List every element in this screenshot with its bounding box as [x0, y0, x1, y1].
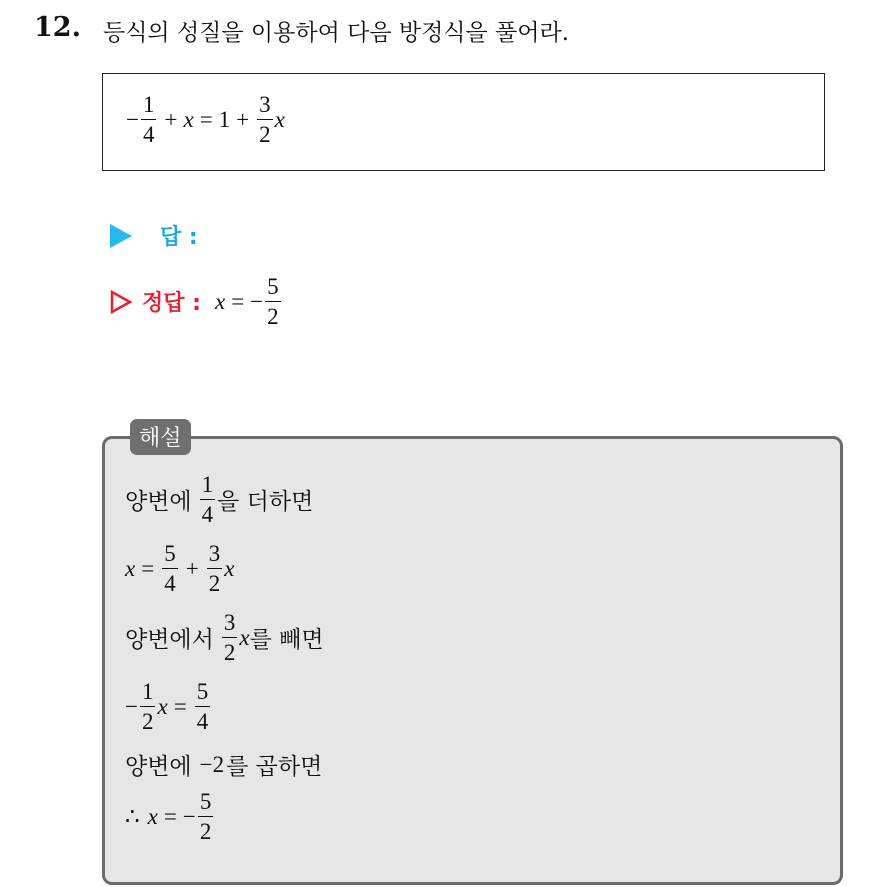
explanation-text: 양변에 [125, 754, 192, 780]
explanation-line-6 [125, 790, 215, 843]
fraction-three-halves [207, 542, 223, 595]
minus-sign: − [125, 693, 138, 719]
fraction-numerator: 3 [259, 92, 271, 117]
fraction-denominator: 4 [141, 119, 157, 146]
fraction-numerator: 1 [201, 472, 214, 497]
equals-sign: = [231, 288, 245, 314]
fraction-denominator: 2 [265, 301, 281, 328]
variable-x: x [214, 288, 226, 314]
fraction-numerator: 5 [267, 274, 279, 299]
explanation-tag: 해설 [130, 419, 191, 455]
fraction-three-halves [257, 93, 273, 146]
fraction-three-halves [222, 611, 238, 664]
equals-sign: = [163, 803, 177, 829]
explanation-text: 양변에서 [125, 627, 214, 653]
fraction-five-halves [265, 275, 281, 328]
fraction-numerator: 3 [208, 541, 221, 566]
explanation-line-2 [125, 542, 234, 595]
equals-sign: = [173, 693, 187, 719]
variable-x: x [125, 555, 136, 581]
variable-x: x [224, 555, 235, 581]
equation [126, 93, 285, 146]
fraction-denominator: 2 [222, 637, 238, 664]
question-text: 등식의 성질을 이용하여 다음 방정식을 풀어라. [103, 20, 570, 46]
fraction-one-quarter [200, 473, 216, 526]
fraction-five-quarters [195, 680, 211, 733]
variable-x: x [239, 624, 250, 650]
minus-sign: − [126, 106, 139, 132]
fraction-one-half [140, 680, 156, 733]
explanation-line-5 [125, 748, 322, 781]
explanation-text: 를 빼면 [249, 627, 324, 653]
fraction-numerator: 5 [196, 679, 209, 704]
fraction-denominator: 4 [200, 499, 216, 526]
constant-one: 1 [218, 106, 231, 132]
fraction-numerator: 5 [199, 789, 212, 814]
fraction-denominator: 2 [257, 119, 273, 146]
plus-sign: + [164, 106, 178, 132]
explanation-line-4 [125, 680, 212, 733]
variable-x: x [274, 106, 285, 132]
variable-x: x [157, 693, 168, 719]
variable-x: x [183, 106, 194, 132]
fraction-numerator: 5 [164, 541, 176, 566]
minus-sign: − [250, 288, 264, 314]
equals-sign: = [199, 106, 213, 132]
multiplier-value: −2 [199, 751, 225, 777]
explanation-text: 를 곱하면 [226, 754, 323, 780]
fraction-denominator: 2 [198, 816, 214, 843]
therefore-symbol: ∴ [125, 803, 140, 829]
question-number: 12. [34, 12, 81, 43]
correct-answer-label: 정답 : [142, 291, 201, 316]
answer-label: 답 : [160, 225, 198, 250]
explanation-text: 양변에 [125, 489, 192, 515]
equals-sign: = [141, 555, 155, 581]
fraction-denominator: 2 [140, 706, 156, 733]
outline-triangle-icon [110, 290, 132, 314]
fraction-denominator: 2 [207, 568, 223, 595]
answer-row [110, 220, 198, 251]
explanation-line-1 [125, 473, 313, 526]
explanation-text: 을 더하면 [217, 489, 314, 515]
minus-sign: − [182, 803, 196, 829]
plus-sign: + [185, 555, 199, 581]
correct-answer-row [110, 275, 283, 328]
plus-sign: + [236, 106, 250, 132]
fraction-numerator: 3 [223, 610, 236, 635]
explanation-line-3 [125, 611, 324, 664]
fraction-one-quarter [141, 93, 157, 146]
fraction-numerator: 1 [142, 92, 155, 117]
fraction-five-quarters [162, 542, 178, 595]
variable-x: x [147, 803, 158, 829]
fraction-five-halves [198, 790, 214, 843]
fraction-denominator: 4 [162, 568, 178, 595]
filled-triangle-icon [110, 224, 132, 248]
fraction-numerator: 1 [141, 679, 154, 704]
fraction-denominator: 4 [195, 706, 211, 733]
